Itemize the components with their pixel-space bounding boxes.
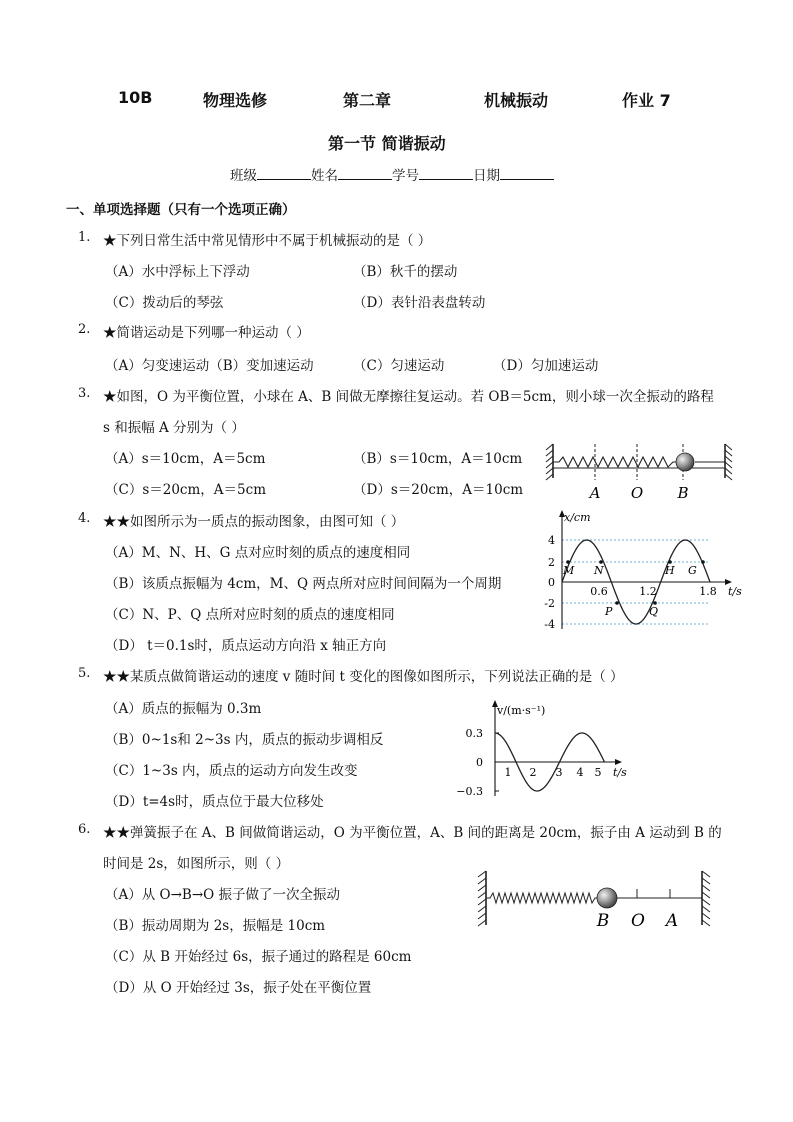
x-tick-5: 5 — [594, 766, 602, 779]
right-wall — [725, 444, 732, 480]
q1-number: 1. — [78, 230, 91, 245]
y-tick-0: 0 — [476, 756, 483, 769]
x-axis-label: t/s — [728, 585, 742, 598]
y-tick-neg4: -4 — [544, 618, 555, 631]
label-p: P — [605, 605, 613, 618]
q5-stem: ★★某质点做简谐运动的速度 v 随时间 t 变化的图像如图所示，下列说法正确的是（ ） — [103, 669, 624, 685]
x-axis-label: t/s — [613, 766, 627, 779]
q3-option-c[interactable]: （C）s＝20cm，A＝5cm — [105, 482, 266, 498]
label-b: B — [677, 484, 689, 502]
q4-stem: ★★如图所示为一质点的振动图象，由图可知（ ） — [103, 514, 405, 530]
q5-chart — [450, 696, 640, 800]
y-tick-0: 0 — [548, 576, 555, 589]
q6-figure-spring — [474, 865, 714, 933]
q4-chart — [510, 505, 750, 640]
q4-option-a[interactable]: （A）M、N、H、G 点对应时刻的质点的速度相同 — [105, 545, 411, 561]
x-tick-1.8: 1.8 — [699, 585, 717, 598]
q1-option-d[interactable]: （D）表针沿表盘转动 — [353, 295, 486, 311]
q5-number: 5. — [78, 666, 91, 681]
y-axis-label: x/cm — [564, 511, 591, 524]
q2-number: 2. — [78, 322, 91, 337]
right-wall — [702, 871, 710, 926]
header-subject: 物理选修 — [203, 91, 268, 110]
label-m: M — [563, 564, 575, 577]
left-wall — [546, 444, 553, 480]
point-g — [701, 560, 705, 564]
x-tick-2: 2 — [529, 766, 537, 779]
label-n: N — [594, 564, 604, 577]
part1-title: 一、单项选择题（只有一个选项正确） — [66, 202, 296, 218]
x-tick-3: 3 — [555, 766, 563, 779]
header-class: 10B — [118, 88, 153, 107]
id-blank[interactable] — [419, 167, 473, 180]
q6-number: 6. — [78, 822, 91, 837]
q2-option-ab[interactable]: （A）匀变速运动（B）变加速运动 — [105, 358, 314, 374]
x-tick-1: 1 — [504, 766, 512, 779]
q4-number: 4. — [78, 511, 91, 526]
name-label: 姓名 — [311, 168, 338, 184]
q1-option-b[interactable]: （B）秋千的摆动 — [353, 264, 458, 280]
spring — [486, 893, 598, 903]
x-arrow — [615, 759, 622, 765]
q5-option-a[interactable]: （A）质点的振幅为 0.3m — [105, 701, 262, 717]
header-topic: 机械振动 — [484, 91, 549, 110]
q1-stem: ★下列日常生活中常见情形中不属于机械振动的是（ ） — [103, 233, 432, 249]
q6-option-d[interactable]: （D）从 O 开始经过 3s，振子处在平衡位置 — [105, 980, 372, 996]
y-tick-4: 4 — [548, 534, 555, 547]
q3-option-b[interactable]: （B）s＝10cm，A＝10cm — [353, 451, 523, 467]
q3-option-a[interactable]: （A）s＝10cm，A＝5cm — [105, 451, 266, 467]
label-q: Q — [649, 605, 659, 618]
section-title: 第一节 简谐振动 — [328, 134, 446, 153]
y-tick-0.3: 0.3 — [465, 727, 483, 740]
q6-stem-line1: ★★弹簧振子在 A、B 间做简谐运动，O 为平衡位置，A、B 间的距离是 20cm，振子由 A 运动到 B 的 — [103, 825, 722, 841]
q3-stem-line1: ★如图，O 为平衡位置，小球在 A、B 间做无摩擦往复运动。若 OB＝5cm，则小球一次全振动的路程 — [103, 389, 714, 405]
ball — [597, 888, 617, 908]
label-o: O — [630, 484, 644, 502]
q6-stem-line2: 时间是 2s，如图所示，则（ ） — [103, 856, 290, 872]
date-blank[interactable] — [500, 167, 554, 180]
q3-figure-spring — [545, 440, 735, 505]
q2-option-d[interactable]: （D）匀加速运动 — [493, 358, 599, 374]
info-line — [230, 164, 554, 184]
q1-option-c[interactable]: （C）拨动后的琴弦 — [105, 295, 224, 311]
x-tick-0.6: 0.6 — [590, 585, 608, 598]
id-label: 学号 — [392, 168, 419, 184]
q4-option-b[interactable]: （B）该质点振幅为 4cm，M、Q 两点所对应时间间隔为一个周期 — [105, 576, 502, 592]
header-homework: 作业 7 — [622, 91, 671, 110]
q3-option-d[interactable]: （D）s＝20cm，A＝10cm — [353, 482, 524, 498]
ball — [676, 453, 694, 471]
label-a: A — [665, 911, 679, 931]
label-h: H — [665, 564, 675, 577]
q3-number: 3. — [78, 386, 91, 401]
q4-option-c[interactable]: （C）N、P、Q 点所对应时刻的质点的速度相同 — [105, 607, 395, 623]
q4-option-d[interactable]: （D） t＝0.1s时，质点运动方向沿 x 轴正方向 — [105, 638, 387, 654]
q6-option-c[interactable]: （C）从 B 开始经过 6s，振子通过的路程是 60cm — [105, 949, 412, 965]
q3-stem-line2: s 和振幅 A 分别为（ ） — [103, 420, 245, 436]
class-label: 班级 — [230, 168, 257, 184]
name-blank[interactable] — [338, 167, 392, 180]
label-g: G — [688, 564, 697, 577]
q6-option-b[interactable]: （B）振动周期为 2s，振幅是 10cm — [105, 918, 326, 934]
header-chapter: 第二章 — [343, 91, 392, 110]
label-a: A — [589, 484, 601, 502]
spring — [553, 457, 677, 467]
y-tick-neg2: -2 — [544, 597, 555, 610]
label-b: B — [596, 911, 610, 931]
q5-option-b[interactable]: （B）0~1s和 2~3s 内，质点的振动步调相反 — [105, 732, 384, 748]
label-o: O — [631, 911, 645, 931]
date-label: 日期 — [473, 168, 500, 184]
q1-option-a[interactable]: （A）水中浮标上下浮动 — [105, 264, 250, 280]
q5-option-c[interactable]: （C）1~3s 内，质点的运动方向发生改变 — [105, 763, 358, 779]
q5-option-d[interactable]: （D）t=4s时，质点位于最大位移处 — [105, 794, 324, 810]
point-p — [615, 601, 619, 605]
q6-option-a[interactable]: （A）从 O→B→O 振子做了一次全振动 — [105, 887, 341, 903]
y-axis-label: v/(m·s⁻¹) — [497, 704, 546, 717]
x-tick-1.2: 1.2 — [639, 585, 657, 598]
left-wall — [478, 871, 486, 926]
q2-option-c[interactable]: （C）匀速运动 — [353, 358, 445, 374]
q2-stem: ★简谐运动是下列哪一种运动（ ） — [103, 325, 310, 341]
class-blank[interactable] — [257, 167, 311, 180]
x-tick-4: 4 — [576, 766, 584, 779]
y-tick-2: 2 — [548, 556, 555, 569]
y-tick-neg0.3: −0.3 — [456, 785, 483, 798]
